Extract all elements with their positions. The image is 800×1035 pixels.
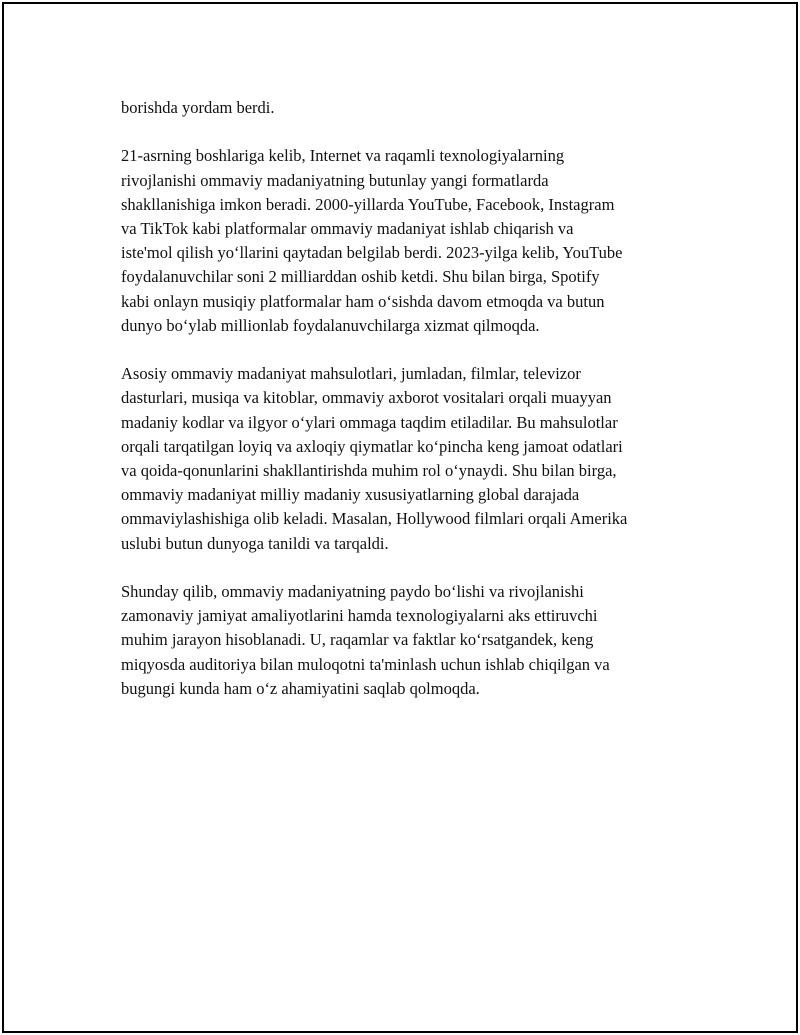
text-line: va TikTok kabi platformalar ommaviy madaniyat ishlab chiqarish va	[121, 219, 574, 238]
text-line: miqyosda auditoriya bilan muloqotni ta'minlash uchun ishlab chiqilgan va	[121, 654, 610, 674]
text-line: uslubi butun dunyoga tanildi va tarqaldi.	[121, 533, 389, 553]
text-line: va qoida-qonunlarini shakllantirishda muhim rol oʻynaydi. Shu bilan birga,	[121, 461, 617, 481]
page-frame	[2, 2, 798, 1033]
text-line: kabi onlayn musiqiy platformalar ham oʻsishda davom etmoqda va butun	[121, 291, 605, 311]
paragraph-4	[121, 580, 711, 701]
paragraph-1	[121, 96, 711, 120]
document-body	[121, 96, 711, 725]
text-line: shakllanishiga imkon beradi. 2000-yillarda YouTube, Facebook, Instagram	[121, 194, 615, 214]
text-line: dunyo boʻylab millionlab foydalanuvchilarga xizmat qilmoqda.	[121, 315, 540, 335]
text-line: madaniy kodlar va ilgyor oʻylari ommaga taqdim etiladilar. Bu mahsulotlar	[121, 412, 618, 432]
text-line: borishda yordam berdi.	[121, 98, 275, 117]
text-line: ommaviy madaniyat milliy madaniy xususiyatlarning global darajada	[121, 485, 580, 505]
text-line: Shunday qilib, ommaviy madaniyatning paydo boʻlishi va rivojlanishi	[121, 582, 584, 602]
text-line: orqali tarqatilgan loyiq va axloqiy qiymatlar koʻpincha keng jamoat odatlari	[121, 436, 623, 456]
text-line: bugungi kunda ham oʻz ahamiyatini saqlab qolmoqda.	[121, 678, 480, 698]
text-line: muhim jarayon hisoblanadi. U, raqamlar va faktlar koʻrsatgandek, keng	[121, 630, 594, 650]
text-line: zamonaviy jamiyat amaliyotlarini hamda texnologiyalarni aks ettiruvchi	[121, 606, 598, 626]
text-line: Asosiy ommaviy madaniyat mahsulotlari, jumladan, filmlar, televizor	[121, 364, 581, 384]
paragraph-2	[121, 144, 711, 338]
text-line: ommaviylashishiga olib keladi. Masalan, Hollywood filmlari orqali Amerika	[121, 509, 628, 529]
text-line: iste'mol qilish yoʻllarini qaytadan belgilab berdi. 2023-yilga kelib, YouTube	[121, 243, 623, 263]
text-line: rivojlanishi ommaviy madaniyatning butunlay yangi formatlarda	[121, 170, 549, 190]
text-line: foydalanuvchilar soni 2 milliarddan oshib ketdi. Shu bilan birga, Spotify	[121, 267, 600, 287]
paragraph-3	[121, 362, 711, 556]
text-line: 21-asrning boshlariga kelib, Internet va raqamli texnologiyalarning	[121, 146, 565, 166]
text-line: dasturlari, musiqa va kitoblar, ommaviy axborot vositalari orqali muayyan	[121, 388, 612, 408]
